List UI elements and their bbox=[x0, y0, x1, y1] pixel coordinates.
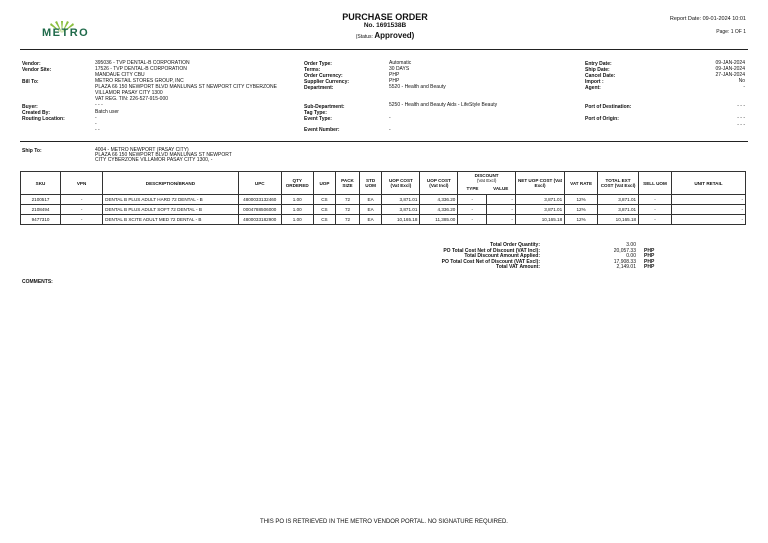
vendor-value: 395036 - TVP DENTAL-B CORPORATION bbox=[95, 60, 190, 66]
cell-pack: 72 bbox=[336, 195, 360, 205]
total-value: 0.00 bbox=[626, 253, 636, 260]
event-number-label: Event Number: bbox=[304, 127, 340, 133]
cell-desc: DENTAL B PLUS ADULT SOFT 72 DENTAL - B bbox=[103, 205, 239, 215]
terms-value: 30 DAYS bbox=[389, 66, 410, 72]
cell-cost_ex: 10,165.18 bbox=[382, 215, 420, 225]
cell-net: 3,871.01 bbox=[515, 195, 564, 205]
department-label: Department: bbox=[304, 85, 334, 91]
cell-upc: 4800033182900 bbox=[238, 215, 281, 225]
port-destination-label: Port of Destination: bbox=[585, 104, 632, 110]
cell-sell: - bbox=[639, 215, 672, 225]
col-header-qty: QTY ORDERED bbox=[281, 172, 313, 195]
col-header-total-ext-cost: TOTAL EXT COST (Vat Excl) bbox=[598, 172, 639, 195]
cell-dtype: - bbox=[458, 195, 487, 205]
col-header-unit-retail: UNIT RETAIL bbox=[671, 172, 745, 195]
cell-net: 3,871.01 bbox=[515, 205, 564, 215]
import-value: No bbox=[738, 78, 745, 84]
ship-to-line2: PLAZA 66 150 NEWPORT BLVD MANLUNAS ST NEWPORT bbox=[95, 152, 232, 158]
tag-type-label: Tag Type: bbox=[304, 110, 327, 116]
supplier-currency-value: PHP bbox=[389, 78, 400, 84]
report-date: Report Date: 09-01-2024 10:01 bbox=[669, 16, 746, 22]
col-header-sell-uom: SELL UOM bbox=[639, 172, 672, 195]
ship-date-label: Ship Date: bbox=[585, 67, 610, 73]
cell-cost_ex: 3,871.01 bbox=[382, 205, 420, 215]
cell-uop: CS bbox=[313, 205, 336, 215]
col-header-uop-cost-excl: UOP COST (Vat Excl) bbox=[382, 172, 420, 195]
cell-pack: 72 bbox=[336, 205, 360, 215]
table-header-row bbox=[21, 172, 746, 184]
col-header-discount bbox=[458, 172, 516, 184]
brand-logo-text: METRO bbox=[42, 27, 90, 39]
ship-to-line1: 4004 - METRO NEWPORT (PASAY CITY) bbox=[95, 147, 189, 153]
cell-cost_in: 4,336.20 bbox=[420, 195, 458, 205]
status-label: (Status: bbox=[355, 34, 373, 40]
total-value: 20,057.33 bbox=[613, 247, 636, 254]
col-header-net-uop-cost: NET UOP COST (Vat Excl) bbox=[515, 172, 564, 195]
col-header-std-uom: STD UOM bbox=[359, 172, 382, 195]
entry-date-value: 09-JAN-2024 bbox=[715, 60, 745, 66]
routing-location-value: - bbox=[95, 115, 97, 121]
cell-qty: 1.00 bbox=[281, 205, 313, 215]
total-value: 17,908.33 bbox=[613, 258, 636, 265]
supplier-currency-label: Supplier Currency: bbox=[304, 79, 350, 85]
col-header-pack: PACK SIZE bbox=[336, 172, 360, 195]
cell-upc: 4800033132460 bbox=[238, 195, 281, 205]
comments-label: COMMENTS: bbox=[22, 279, 53, 285]
ship-to-label: Ship To: bbox=[22, 148, 42, 154]
cell-cost_ex: 3,871.01 bbox=[382, 195, 420, 205]
cell-total: 3,871.01 bbox=[598, 195, 639, 205]
bill-to-label: Bill To: bbox=[22, 79, 39, 85]
bill-to-value: METRO RETAIL STORES GROUP, INC bbox=[95, 78, 184, 84]
cell-vat: 12% bbox=[565, 195, 598, 205]
cell-dvalue: - bbox=[487, 205, 516, 215]
col-header-upc: UPC bbox=[238, 172, 281, 195]
order-type-label: Order Type: bbox=[304, 61, 332, 67]
cell-std: EA bbox=[359, 195, 382, 205]
cell-dtype: - bbox=[458, 215, 487, 225]
total-line bbox=[420, 265, 660, 271]
entry-date-label: Entry Date: bbox=[585, 61, 612, 67]
col-header-uop: UOP bbox=[313, 172, 336, 195]
port-origin-value-2: - - - bbox=[737, 122, 745, 128]
col-header-vat-rate: VAT RATE bbox=[565, 172, 598, 195]
order-type-value: Automatic bbox=[389, 60, 412, 66]
event-type-value: - bbox=[389, 115, 391, 121]
created-by-label: Created By: bbox=[22, 110, 51, 116]
order-currency-value: PHP bbox=[389, 72, 400, 78]
table-row bbox=[21, 205, 746, 215]
cell-dtype: - bbox=[458, 205, 487, 215]
vendor-label: Vendor: bbox=[22, 61, 41, 67]
created-by-value: Batch user bbox=[95, 109, 119, 115]
col-header-sku: SKU bbox=[21, 172, 61, 195]
routing-location-label: Routing Location: bbox=[22, 116, 65, 122]
total-label: Total Discount Amount Applied: bbox=[464, 253, 540, 260]
order-currency-label: Order Currency: bbox=[304, 73, 343, 79]
terms-label: Terms: bbox=[304, 67, 321, 73]
cell-cost_in: 4,336.20 bbox=[420, 205, 458, 215]
agent-value: - bbox=[743, 84, 745, 90]
cell-total: 10,165.18 bbox=[598, 215, 639, 225]
sub-department-label: Sub-Department: bbox=[304, 104, 345, 110]
cell-desc: DENTAL B PLUS ADULT HARD 72 DENTAL - B bbox=[103, 195, 239, 205]
import-label: Import : bbox=[585, 79, 604, 85]
buyer-value: - - - bbox=[95, 102, 103, 108]
total-value: 3.00 bbox=[626, 242, 636, 248]
table-row bbox=[21, 215, 746, 225]
routing-location-value-3: - - bbox=[95, 127, 100, 133]
col-header-description: DESCRIPTION/BRAND bbox=[103, 172, 239, 195]
bill-to-line4: VAT REG. TIN: 226-527-915-000 bbox=[95, 96, 169, 102]
total-currency: PHP bbox=[644, 247, 655, 254]
col-header-discount-value: VALUE bbox=[487, 184, 516, 195]
cell-upc: 0004788506000 bbox=[238, 205, 281, 215]
col-header-discount-type: TYPE bbox=[458, 184, 487, 195]
cell-total: 3,871.01 bbox=[598, 205, 639, 215]
event-type-label: Event Type: bbox=[304, 116, 332, 122]
ship-to-line3: CITY CYBERZONE VILLAMOR PASAY CITY 1300, - bbox=[95, 157, 213, 163]
cell-net: 10,165.18 bbox=[515, 215, 564, 225]
cell-dvalue: - bbox=[487, 215, 516, 225]
line-items-table bbox=[20, 171, 746, 225]
total-label: Total Order Quantity: bbox=[490, 242, 540, 248]
bill-to-line2: PLAZA 66 150 NEWPORT BLVD MANLUNAS ST NEWPORT CITY CYBERZONE bbox=[95, 84, 277, 90]
page-title: PURCHASE ORDER bbox=[342, 12, 428, 22]
ship-date-value: 09-JAN-2024 bbox=[715, 66, 745, 72]
cell-cost_in: 11,385.00 bbox=[420, 215, 458, 225]
col-header-uop-cost-incl: UOP COST (Vat Incl) bbox=[420, 172, 458, 195]
event-number-value: - bbox=[389, 127, 391, 133]
bill-to-line3: VILLAMOR PASAY CITY 1300 bbox=[95, 90, 163, 96]
cell-uop: CS bbox=[313, 195, 336, 205]
total-label: Total VAT Amount: bbox=[496, 264, 540, 271]
status-value: Approved) bbox=[374, 31, 415, 40]
cell-std: EA bbox=[359, 205, 382, 215]
total-currency: PHP bbox=[644, 258, 655, 265]
cell-sku: 2108494 bbox=[21, 205, 61, 215]
col-header-vpn: VPN bbox=[61, 172, 103, 195]
cell-qty: 1.00 bbox=[281, 195, 313, 205]
po-number: No. 1691538B bbox=[363, 22, 407, 29]
port-origin-label: Port of Origin: bbox=[585, 116, 619, 122]
agent-label: Agent: bbox=[585, 85, 601, 91]
total-currency: PHP bbox=[644, 253, 655, 260]
cell-pack: 72 bbox=[336, 215, 360, 225]
cell-std: EA bbox=[359, 215, 382, 225]
section-divider bbox=[20, 141, 748, 142]
cell-uop: CS bbox=[313, 215, 336, 225]
total-label: PO Total Cost Net of Discount (VAT Incl): bbox=[443, 247, 540, 254]
total-label: PO Total Cost Net of Discount (VAT Excl): bbox=[441, 258, 540, 265]
table-row bbox=[21, 195, 746, 205]
cell-vpn: - bbox=[61, 205, 103, 215]
cell-retail: - bbox=[671, 215, 745, 225]
header-divider bbox=[20, 49, 748, 50]
total-value: 2,149.01 bbox=[616, 264, 636, 271]
totals-block bbox=[420, 243, 660, 271]
cell-retail: - bbox=[671, 195, 745, 205]
routing-location-value-2: - bbox=[95, 121, 97, 127]
cancel-date-label: Cancel Date: bbox=[585, 73, 616, 79]
cell-sku: 2100517 bbox=[21, 195, 61, 205]
vendor-site-line2: MANDAUE CITY CBU bbox=[95, 72, 145, 78]
cancel-date-value: 27-JAN-2024 bbox=[715, 72, 745, 78]
total-currency: PHP bbox=[644, 264, 655, 271]
vendor-site-value: 17526 - TVP DENTAL-B CORPORATION bbox=[95, 66, 187, 72]
cell-sku: 9477310 bbox=[21, 215, 61, 225]
buyer-label: Buyer: bbox=[22, 104, 38, 110]
cell-retail: - bbox=[671, 205, 745, 215]
cell-desc: DENTAL B XCITE ADULT MED 72 DENTAL - B bbox=[103, 215, 239, 225]
vendor-site-label: Vendor Site: bbox=[22, 67, 52, 73]
port-destination-value: - - - bbox=[737, 103, 745, 109]
cell-vpn: - bbox=[61, 215, 103, 225]
page-number: Page: 1 OF 1 bbox=[716, 29, 746, 35]
port-origin-value: - - - bbox=[737, 115, 745, 121]
po-status bbox=[300, 31, 470, 40]
sub-department-value: 5250 - Health and Beauty Aids - LifeStyle Beauty bbox=[389, 102, 498, 108]
cell-dvalue: - bbox=[487, 195, 516, 205]
cell-vat: 12% bbox=[565, 215, 598, 225]
cell-vpn: - bbox=[61, 195, 103, 205]
cell-sell: - bbox=[639, 195, 672, 205]
cell-sell: - bbox=[639, 205, 672, 215]
discount-sublabel: (Vat Excl) bbox=[476, 177, 497, 183]
footer-note: THIS PO IS RETRIEVED IN THE METRO VENDOR PORTAL. NO SIGNATURE REQUIRED. bbox=[260, 519, 508, 525]
discount-label: DISCOUNT bbox=[474, 172, 499, 178]
department-value: 5520 - Health and Beauty bbox=[389, 84, 446, 90]
cell-qty: 1.00 bbox=[281, 215, 313, 225]
cell-vat: 12% bbox=[565, 205, 598, 215]
